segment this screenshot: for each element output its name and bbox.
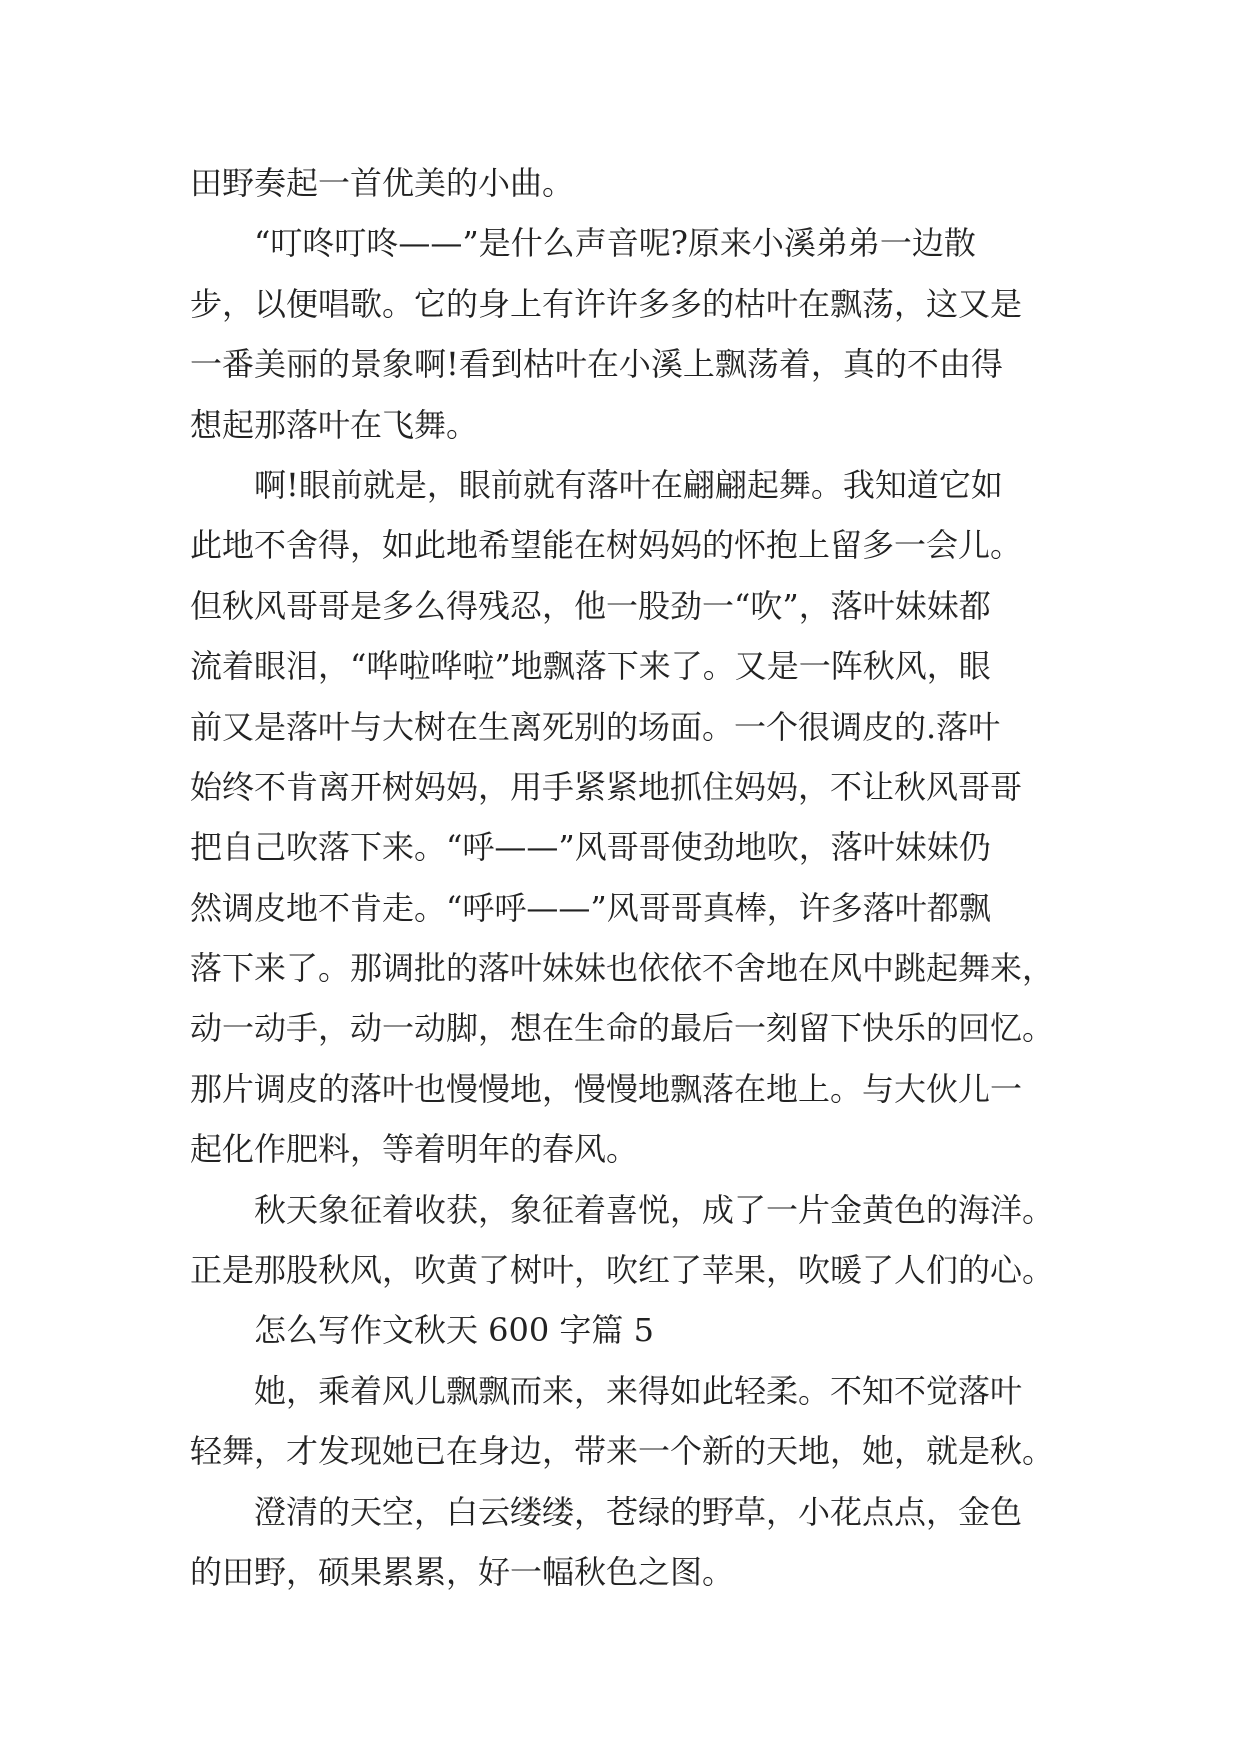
text-line: 动一动手，动一动脚，想在生命的最后一刻留下快乐的回忆。 (190, 1009, 1055, 1048)
text-line: “叮咚叮咚——”是什么声音呢?原来小溪弟弟一边散 (254, 224, 976, 263)
text-line: 流着眼泪，“哗啦哗啦”地飘落下来了。又是一阵秋风，眼 (190, 647, 991, 686)
section-heading: 怎么写作文秋天 600 字篇 5 (254, 1311, 654, 1350)
text-line: 把自己吹落下来。“呼——”风哥哥使劲地吹，落叶妹妹仍 (190, 828, 991, 867)
text-line: 澄清的天空，白云缕缕，苍绿的野草，小花点点，金色 (254, 1492, 1023, 1531)
text-line: 然调皮地不肯走。“呼呼——”风哥哥真棒，许多落叶都飘 (190, 888, 991, 927)
text-line: 的田野，硕果累累，好一幅秋色之图。 (190, 1552, 735, 1591)
text-line: 想起那落叶在飞舞。 (190, 405, 479, 444)
text-line: 始终不肯离开树妈妈，用手紧紧地抓住妈妈，不让秋风哥哥 (190, 767, 1023, 806)
text-line: 秋天象征着收获，象征着喜悦，成了一片金黄色的海洋。 (254, 1190, 1055, 1229)
text-line: 此地不舍得，如此地希望能在树妈妈的怀抱上留多一会儿。 (190, 526, 1023, 565)
text-line: 但秋风哥哥是多么得残忍，他一股劲一“吹”，落叶妹妹都 (190, 586, 991, 625)
text-line: 起化作肥料，等着明年的春风。 (190, 1130, 639, 1169)
text-line: 正是那股秋风，吹黄了树叶，吹红了苹果，吹暖了人们的心。 (190, 1251, 1055, 1290)
text-line: 她，乘着风儿飘飘而来，来得如此轻柔。不知不觉落叶 (254, 1371, 1023, 1410)
text-line: 轻舞，才发现她已在身边，带来一个新的天地，她，就是秋。 (190, 1432, 1055, 1471)
document-body (190, 153, 1070, 1602)
text-line: 田野奏起一首优美的小曲。 (190, 164, 575, 202)
text-line: 啊!眼前就是，眼前就有落叶在翩翩起舞。我知道它如 (254, 465, 1003, 504)
text-line: 落下来了。那调批的落叶妹妹也依依不舍地在风中跳起舞来， (190, 949, 1055, 988)
text-line: 步，以便唱歌。它的身上有许许多多的枯叶在飘荡，这又是 (190, 284, 1023, 323)
text-line: 前又是落叶与大树在生离死别的场面。一个很调皮的.落叶 (190, 707, 1001, 746)
text-line: 一番美丽的景象啊!看到枯叶在小溪上飘荡着，真的不由得 (190, 345, 1003, 384)
text-line: 那片调皮的落叶也慢慢地，慢慢地飘落在地上。与大伙儿一 (190, 1069, 1023, 1108)
